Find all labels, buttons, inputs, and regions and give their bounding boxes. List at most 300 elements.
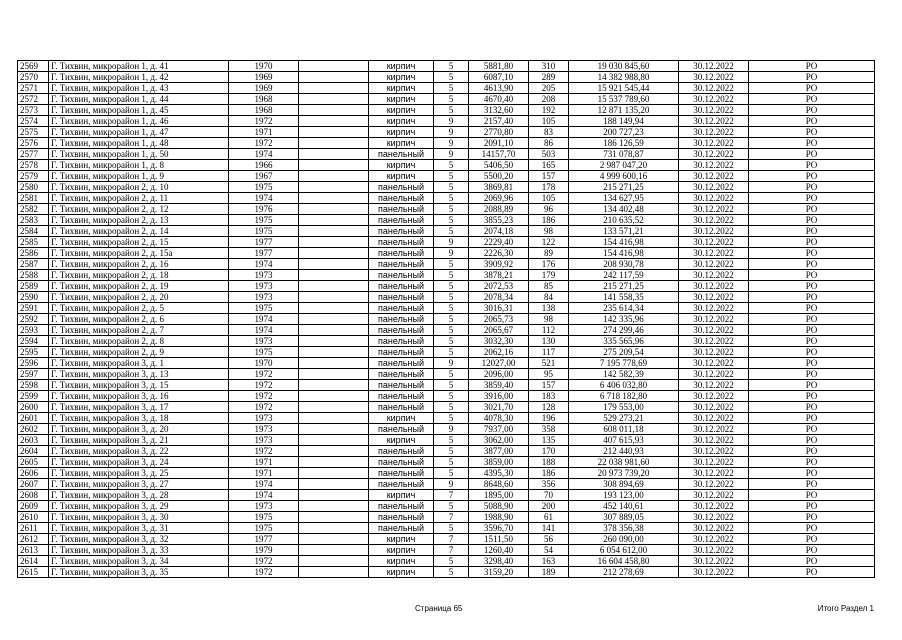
address-cell: Г. Тихвин, микрорайон 3, д. 25 [49, 468, 229, 479]
table-row [18, 237, 875, 248]
year-cell: 1974 [229, 149, 299, 160]
area-cell: 2062,16 [469, 347, 529, 358]
area-cell: 2091,10 [469, 138, 529, 149]
material-cell: панельный [369, 270, 434, 281]
material-cell: кирпич [369, 413, 434, 424]
material-cell: кирпич [369, 567, 434, 578]
material-cell: панельный [369, 303, 434, 314]
date-cell: 30.12.2022 [679, 501, 749, 512]
table-row [18, 424, 875, 435]
area-cell: 3859,00 [469, 457, 529, 468]
empty-cell [299, 303, 369, 314]
area-cell: 2065,67 [469, 325, 529, 336]
date-cell: 30.12.2022 [679, 402, 749, 413]
row-number: 2581 [18, 193, 49, 204]
date-cell: 30.12.2022 [679, 61, 749, 72]
date-cell: 30.12.2022 [679, 314, 749, 325]
floors-cell: 7 [434, 545, 469, 556]
year-cell: 1970 [229, 61, 299, 72]
program-cell: РО [749, 149, 875, 160]
date-cell: 30.12.2022 [679, 369, 749, 380]
date-cell: 30.12.2022 [679, 457, 749, 468]
row-number: 2602 [18, 424, 49, 435]
residents-cell: 61 [529, 512, 569, 523]
address-cell: Г. Тихвин, микрорайон 3, д. 33 [49, 545, 229, 556]
year-cell: 1973 [229, 413, 299, 424]
row-number: 2593 [18, 325, 49, 336]
year-cell: 1974 [229, 259, 299, 270]
cost-cell: 22 038 981,60 [569, 457, 679, 468]
area-cell: 7937,00 [469, 424, 529, 435]
date-cell: 30.12.2022 [679, 523, 749, 534]
program-cell: РО [749, 424, 875, 435]
floors-cell: 9 [434, 127, 469, 138]
year-cell: 1969 [229, 83, 299, 94]
material-cell: панельный [369, 226, 434, 237]
program-cell: РО [749, 446, 875, 457]
program-cell: РО [749, 204, 875, 215]
cost-cell: 154 416,98 [569, 248, 679, 259]
empty-cell [299, 215, 369, 226]
material-cell: кирпич [369, 556, 434, 567]
empty-cell [299, 204, 369, 215]
area-cell: 3909,92 [469, 259, 529, 270]
address-cell: Г. Тихвин, микрорайон 3, д. 30 [49, 512, 229, 523]
table-row [18, 303, 875, 314]
empty-cell [299, 259, 369, 270]
year-cell: 1973 [229, 501, 299, 512]
empty-cell [299, 292, 369, 303]
empty-cell [299, 325, 369, 336]
year-cell: 1972 [229, 446, 299, 457]
table-row [18, 127, 875, 138]
year-cell: 1972 [229, 391, 299, 402]
floors-cell: 5 [434, 314, 469, 325]
year-cell: 1973 [229, 424, 299, 435]
cost-cell: 6 718 182,80 [569, 391, 679, 402]
table-row [18, 83, 875, 94]
program-cell: РО [749, 105, 875, 116]
floors-cell: 5 [434, 94, 469, 105]
area-cell: 5088,90 [469, 501, 529, 512]
cost-cell: 188 149,94 [569, 116, 679, 127]
table-row [18, 391, 875, 402]
material-cell: кирпич [369, 61, 434, 72]
date-cell: 30.12.2022 [679, 292, 749, 303]
address-cell: Г. Тихвин, микрорайон 1, д. 46 [49, 116, 229, 127]
year-cell: 1968 [229, 94, 299, 105]
residents-cell: 83 [529, 127, 569, 138]
date-cell: 30.12.2022 [679, 325, 749, 336]
residents-cell: 128 [529, 402, 569, 413]
table-row [18, 248, 875, 259]
address-cell: Г. Тихвин, микрорайон 2, д. 11 [49, 193, 229, 204]
material-cell: панельный [369, 281, 434, 292]
table-row [18, 358, 875, 369]
area-cell: 3032,30 [469, 336, 529, 347]
area-cell: 3596,70 [469, 523, 529, 534]
material-cell: кирпич [369, 72, 434, 83]
address-cell: Г. Тихвин, микрорайон 2, д. 14 [49, 226, 229, 237]
program-cell: РО [749, 468, 875, 479]
address-cell: Г. Тихвин, микрорайон 2, д. 13 [49, 215, 229, 226]
empty-cell [299, 226, 369, 237]
area-cell: 2078,34 [469, 292, 529, 303]
cost-cell: 12 871 135,20 [569, 105, 679, 116]
material-cell: панельный [369, 424, 434, 435]
program-cell: РО [749, 523, 875, 534]
area-cell: 2226,30 [469, 248, 529, 259]
table-row [18, 567, 875, 578]
floors-cell: 5 [434, 413, 469, 424]
address-cell: Г. Тихвин, микрорайон 3, д. 34 [49, 556, 229, 567]
year-cell: 1975 [229, 523, 299, 534]
residents-cell: 358 [529, 424, 569, 435]
program-cell: РО [749, 380, 875, 391]
floors-cell: 5 [434, 226, 469, 237]
year-cell: 1972 [229, 116, 299, 127]
row-number: 2607 [18, 479, 49, 490]
empty-cell [299, 523, 369, 534]
area-cell: 3159,20 [469, 567, 529, 578]
empty-cell [299, 358, 369, 369]
empty-cell [299, 347, 369, 358]
address-cell: Г. Тихвин, микрорайон 1, д. 44 [49, 94, 229, 105]
empty-cell [299, 501, 369, 512]
residents-cell: 112 [529, 325, 569, 336]
row-number: 2614 [18, 556, 49, 567]
residents-cell: 141 [529, 523, 569, 534]
table-row [18, 523, 875, 534]
residents-cell: 503 [529, 149, 569, 160]
row-number: 2600 [18, 402, 49, 413]
date-cell: 30.12.2022 [679, 215, 749, 226]
residents-cell: 192 [529, 105, 569, 116]
table-row [18, 479, 875, 490]
residents-cell: 196 [529, 413, 569, 424]
year-cell: 1975 [229, 347, 299, 358]
cost-cell: 186 126,59 [569, 138, 679, 149]
table-row [18, 292, 875, 303]
empty-cell [299, 446, 369, 457]
empty-cell [299, 402, 369, 413]
residents-cell: 188 [529, 457, 569, 468]
program-cell: РО [749, 281, 875, 292]
date-cell: 30.12.2022 [679, 380, 749, 391]
date-cell: 30.12.2022 [679, 479, 749, 490]
material-cell: панельный [369, 182, 434, 193]
row-number: 2609 [18, 501, 49, 512]
table-row [18, 270, 875, 281]
year-cell: 1975 [229, 182, 299, 193]
program-cell: РО [749, 512, 875, 523]
material-cell: панельный [369, 501, 434, 512]
address-cell: Г. Тихвин, микрорайон 1, д. 8 [49, 160, 229, 171]
empty-cell [299, 193, 369, 204]
floors-cell: 7 [434, 512, 469, 523]
table-row [18, 160, 875, 171]
date-cell: 30.12.2022 [679, 556, 749, 567]
year-cell: 1967 [229, 171, 299, 182]
row-number: 2591 [18, 303, 49, 314]
address-cell: Г. Тихвин, микрорайон 3, д. 31 [49, 523, 229, 534]
date-cell: 30.12.2022 [679, 545, 749, 556]
residents-cell: 356 [529, 479, 569, 490]
address-cell: Г. Тихвин, микрорайон 1, д. 42 [49, 72, 229, 83]
year-cell: 1977 [229, 534, 299, 545]
table-row [18, 149, 875, 160]
program-cell: РО [749, 138, 875, 149]
cost-cell: 14 382 988,80 [569, 72, 679, 83]
year-cell: 1973 [229, 292, 299, 303]
floors-cell: 5 [434, 72, 469, 83]
program-cell: РО [749, 314, 875, 325]
table-row [18, 435, 875, 446]
empty-cell [299, 248, 369, 259]
address-cell: Г. Тихвин, микрорайон 3, д. 20 [49, 424, 229, 435]
area-cell: 2229,40 [469, 237, 529, 248]
program-cell: РО [749, 94, 875, 105]
year-cell: 1973 [229, 435, 299, 446]
material-cell: кирпич [369, 116, 434, 127]
row-number: 2582 [18, 204, 49, 215]
program-cell: РО [749, 292, 875, 303]
residents-cell: 186 [529, 468, 569, 479]
floors-cell: 5 [434, 61, 469, 72]
residents-cell: 70 [529, 490, 569, 501]
date-cell: 30.12.2022 [679, 160, 749, 171]
cost-cell: 731 078,87 [569, 149, 679, 160]
area-cell: 3916,00 [469, 391, 529, 402]
date-cell: 30.12.2022 [679, 72, 749, 83]
program-cell: РО [749, 171, 875, 182]
cost-cell: 154 416,98 [569, 237, 679, 248]
area-cell: 2088,89 [469, 204, 529, 215]
year-cell: 1973 [229, 270, 299, 281]
row-number: 2605 [18, 457, 49, 468]
cost-cell: 142 582,39 [569, 369, 679, 380]
date-cell: 30.12.2022 [679, 347, 749, 358]
material-cell: панельный [369, 446, 434, 457]
program-cell: РО [749, 479, 875, 490]
area-cell: 4613,90 [469, 83, 529, 94]
year-cell: 1973 [229, 281, 299, 292]
program-cell: РО [749, 534, 875, 545]
address-cell: Г. Тихвин, микрорайон 3, д. 32 [49, 534, 229, 545]
residents-cell: 96 [529, 204, 569, 215]
area-cell: 4670,40 [469, 94, 529, 105]
year-cell: 1975 [229, 226, 299, 237]
cost-cell: 215 271,25 [569, 182, 679, 193]
table-row [18, 534, 875, 545]
row-number: 2604 [18, 446, 49, 457]
floors-cell: 5 [434, 171, 469, 182]
floors-cell: 5 [434, 556, 469, 567]
table-row [18, 347, 875, 358]
address-cell: Г. Тихвин, микрорайон 2, д. 19 [49, 281, 229, 292]
row-number: 2569 [18, 61, 49, 72]
cost-cell: 16 604 458,80 [569, 556, 679, 567]
program-cell: РО [749, 72, 875, 83]
floors-cell: 5 [434, 523, 469, 534]
program-cell: РО [749, 237, 875, 248]
address-cell: Г. Тихвин, микрорайон 1, д. 43 [49, 83, 229, 94]
cost-cell: 200 727,23 [569, 127, 679, 138]
program-cell: РО [749, 226, 875, 237]
program-cell: РО [749, 160, 875, 171]
area-cell: 2072,53 [469, 281, 529, 292]
cost-cell: 7 195 778,69 [569, 358, 679, 369]
cost-cell: 215 271,25 [569, 281, 679, 292]
address-cell: Г. Тихвин, микрорайон 2, д. 20 [49, 292, 229, 303]
material-cell: панельный [369, 237, 434, 248]
residents-cell: 85 [529, 281, 569, 292]
address-cell: Г. Тихвин, микрорайон 2, д. 16 [49, 259, 229, 270]
material-cell: кирпич [369, 534, 434, 545]
residents-cell: 95 [529, 369, 569, 380]
area-cell: 3877,00 [469, 446, 529, 457]
empty-cell [299, 105, 369, 116]
material-cell: панельный [369, 248, 434, 259]
date-cell: 30.12.2022 [679, 270, 749, 281]
row-number: 2613 [18, 545, 49, 556]
residents-cell: 84 [529, 292, 569, 303]
material-cell: панельный [369, 149, 434, 160]
cost-cell: 6 406 032,80 [569, 380, 679, 391]
table-row [18, 171, 875, 182]
floors-cell: 9 [434, 424, 469, 435]
table-row [18, 446, 875, 457]
address-cell: Г. Тихвин, микрорайон 2, д. 8 [49, 336, 229, 347]
empty-cell [299, 468, 369, 479]
area-cell: 3859,40 [469, 380, 529, 391]
row-number: 2575 [18, 127, 49, 138]
residents-cell: 176 [529, 259, 569, 270]
table-row [18, 226, 875, 237]
material-cell: кирпич [369, 160, 434, 171]
floors-cell: 9 [434, 358, 469, 369]
address-cell: Г. Тихвин, микрорайон 3, д. 27 [49, 479, 229, 490]
address-cell: Г. Тихвин, микрорайон 2, д. 5 [49, 303, 229, 314]
address-cell: Г. Тихвин, микрорайон 3, д. 35 [49, 567, 229, 578]
area-cell: 1511,50 [469, 534, 529, 545]
address-cell: Г. Тихвин, микрорайон 2, д. 7 [49, 325, 229, 336]
residents-cell: 189 [529, 567, 569, 578]
address-cell: Г. Тихвин, микрорайон 3, д. 18 [49, 413, 229, 424]
material-cell: панельный [369, 358, 434, 369]
table-row [18, 61, 875, 72]
residents-cell: 98 [529, 226, 569, 237]
year-cell: 1977 [229, 237, 299, 248]
cost-cell: 529 273,21 [569, 413, 679, 424]
program-cell: РО [749, 347, 875, 358]
year-cell: 1974 [229, 193, 299, 204]
material-cell: панельный [369, 380, 434, 391]
year-cell: 1972 [229, 402, 299, 413]
table-row [18, 413, 875, 424]
address-cell: Г. Тихвин, микрорайон 2, д. 12 [49, 204, 229, 215]
floors-cell: 5 [434, 303, 469, 314]
area-cell: 4395,30 [469, 468, 529, 479]
year-cell: 1975 [229, 303, 299, 314]
date-cell: 30.12.2022 [679, 237, 749, 248]
row-number: 2583 [18, 215, 49, 226]
empty-cell [299, 72, 369, 83]
year-cell: 1974 [229, 479, 299, 490]
empty-cell [299, 182, 369, 193]
row-number: 2606 [18, 468, 49, 479]
residents-cell: 205 [529, 83, 569, 94]
row-number: 2595 [18, 347, 49, 358]
date-cell: 30.12.2022 [679, 94, 749, 105]
cost-cell: 275 209,54 [569, 347, 679, 358]
residents-cell: 105 [529, 193, 569, 204]
empty-cell [299, 413, 369, 424]
floors-cell: 5 [434, 182, 469, 193]
area-cell: 2065,73 [469, 314, 529, 325]
residents-cell: 89 [529, 248, 569, 259]
date-cell: 30.12.2022 [679, 435, 749, 446]
program-cell: РО [749, 567, 875, 578]
table-row [18, 501, 875, 512]
row-number: 2594 [18, 336, 49, 347]
program-cell: РО [749, 501, 875, 512]
empty-cell [299, 490, 369, 501]
cost-cell: 608 011,18 [569, 424, 679, 435]
program-cell: РО [749, 358, 875, 369]
year-cell: 1966 [229, 160, 299, 171]
date-cell: 30.12.2022 [679, 83, 749, 94]
residents-cell: 86 [529, 138, 569, 149]
table-row [18, 204, 875, 215]
date-cell: 30.12.2022 [679, 182, 749, 193]
table-row [18, 490, 875, 501]
material-cell: кирпич [369, 138, 434, 149]
floors-cell: 9 [434, 248, 469, 259]
row-number: 2580 [18, 182, 49, 193]
floors-cell: 5 [434, 391, 469, 402]
date-cell: 30.12.2022 [679, 138, 749, 149]
empty-cell [299, 314, 369, 325]
floors-cell: 5 [434, 193, 469, 204]
material-cell: кирпич [369, 83, 434, 94]
residents-cell: 135 [529, 435, 569, 446]
empty-cell [299, 270, 369, 281]
table-row [18, 94, 875, 105]
area-cell: 3062,00 [469, 435, 529, 446]
date-cell: 30.12.2022 [679, 358, 749, 369]
row-number: 2590 [18, 292, 49, 303]
address-cell: Г. Тихвин, микрорайон 3, д. 29 [49, 501, 229, 512]
floors-cell: 9 [434, 479, 469, 490]
address-cell: Г. Тихвин, микрорайон 1, д. 45 [49, 105, 229, 116]
cost-cell: 141 558,35 [569, 292, 679, 303]
row-number: 2573 [18, 105, 49, 116]
residents-cell: 157 [529, 380, 569, 391]
row-number: 2586 [18, 248, 49, 259]
empty-cell [299, 281, 369, 292]
residents-cell: 98 [529, 314, 569, 325]
date-cell: 30.12.2022 [679, 413, 749, 424]
residents-cell: 179 [529, 270, 569, 281]
floors-cell: 5 [434, 457, 469, 468]
page-number: Страница 65 [415, 604, 463, 613]
floors-cell: 5 [434, 380, 469, 391]
program-cell: РО [749, 369, 875, 380]
floors-cell: 5 [434, 435, 469, 446]
address-cell: Г. Тихвин, микрорайон 3, д. 24 [49, 457, 229, 468]
date-cell: 30.12.2022 [679, 281, 749, 292]
